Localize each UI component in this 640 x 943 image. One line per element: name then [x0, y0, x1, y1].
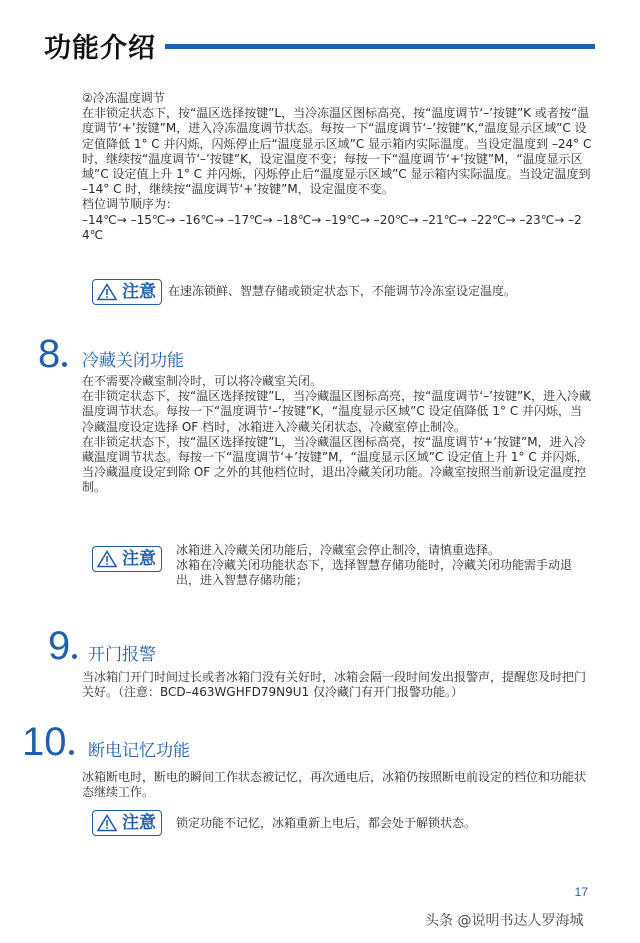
note-badge: [92, 546, 162, 572]
section-number: [48, 626, 77, 666]
note-label: 注意: [122, 548, 156, 569]
watermark-footer: 头条 @说明书达人罗海城: [425, 913, 584, 929]
section-dot: [69, 750, 74, 755]
section-number: [38, 334, 67, 374]
note-line: 冰箱进入冷藏关闭功能后，冷藏室会停止制冷，请慎重选择。: [176, 543, 501, 557]
section-title: 断电记忆功能: [88, 741, 190, 761]
section-number-text: 10: [22, 720, 67, 764]
page-number: 17: [574, 885, 588, 899]
section-number: [22, 722, 74, 762]
note-label: 注意: [122, 812, 156, 833]
freeze-order-label: 档位调节顺序为：: [82, 197, 179, 212]
note-label: 注意: [122, 281, 156, 302]
section-body: 在不需要冷藏室制冷时，可以将冷藏室关闭。 在非锁定状态下，按“温区选择按键”L，当冷藏温区图标高亮，按“温度调节‘–’按键”K，进入冷藏温度调节状态。每按一下“温度调节‘–’按键”K，“温度显示区域”C 设定值降低 1° C 并闪烁，当冷藏温度设定选择 OF 档时，冰箱进入冷藏关闭状态，冷藏室停止制冷。 在非锁定状态下，按“温区选择按键”L，当冷藏温区图标高亮，按“温度调节‘+’按键”M，进入冷藏温度调节状态。每按一下“温度调节‘+’按键”M，“温度显示区域”C 设定值上升 1° C 并闪烁，当冷藏温度设定到除 OF 之外的其他档位时，退出冷藏关闭功能。冷藏室按照当前新设定温度控制。: [82, 374, 592, 495]
freeze-order-seq: –14℃→ –15℃→ –16℃→ –17℃→ –18℃→ –19℃→ –20℃→ –21℃→ –22℃→ –23℃→ –24℃: [82, 212, 582, 242]
section-title: 开门报警: [88, 645, 156, 665]
section-title: 冷藏关闭功能: [82, 351, 184, 371]
note-text: 在速冻锁鲜、智慧存储或锁定状态下，不能调节冷冻室设定温度。: [168, 284, 517, 298]
note-text-block: [176, 543, 594, 589]
note-line: 冰箱在冷藏关闭功能状态下，选择智慧存储功能时，冷藏关闭功能需手动退出，进入智慧存储功能；: [176, 558, 573, 588]
note-badge: [92, 810, 162, 836]
header-rule: [165, 44, 595, 49]
note-badge: [92, 279, 162, 305]
page-title: 功能介绍: [44, 33, 156, 64]
warning-icon: [97, 550, 117, 568]
freeze-body: 在非锁定状态下，按“温区选择按键”L，当冷冻温区图标高亮，按“温度调节‘–’按键”K 或者按“温度调节‘+’按键”M，进入冷冻温度调节状态。每按一下“温度调节‘–’按键”K,“温度显示区域”C 设定值降低 1° C 并闪烁，闪烁停止后“温度显示区域”C 显示箱内实际温度。当设定温度到 –24° C 时，继续按“温度调节‘–’按键”K，设定温度不变；每按一下“温度调节‘+’按键”M，“温度显示区域”C 设定值上升 1° C 并闪烁，闪烁停止后“温度显示区域”C 显示箱内实际温度。当设定温度到 –14° C 时，继续按“温度调节‘+’按键”M，设定温度不变。: [82, 106, 592, 197]
warning-icon: [97, 283, 117, 301]
section-body: 冰箱断电时，断电的瞬间工作状态被记忆，再次通电后，冰箱仍按照断电前设定的档位和功能状态继续工作。: [82, 770, 587, 800]
freeze-section: [82, 91, 594, 243]
section-dot: [62, 362, 67, 367]
note-text: 锁定功能不记忆，冰箱重新上电后，都会处于解锁状态。: [176, 816, 477, 830]
section-number-text: 9: [48, 624, 71, 668]
section-number-text: 8: [38, 332, 61, 376]
section-dot: [72, 654, 77, 659]
warning-icon: [97, 814, 117, 832]
section-body: 当冰箱门开门时间过长或者冰箱门没有关好时，冰箱会隔一段时间发出报警声，提醒您及时把门关好。（注意：BCD–463WGHFD79N9U1 仅冷藏门有开门报警功能。）: [82, 670, 587, 700]
freeze-heading: ②冷冻温度调节: [82, 91, 165, 105]
